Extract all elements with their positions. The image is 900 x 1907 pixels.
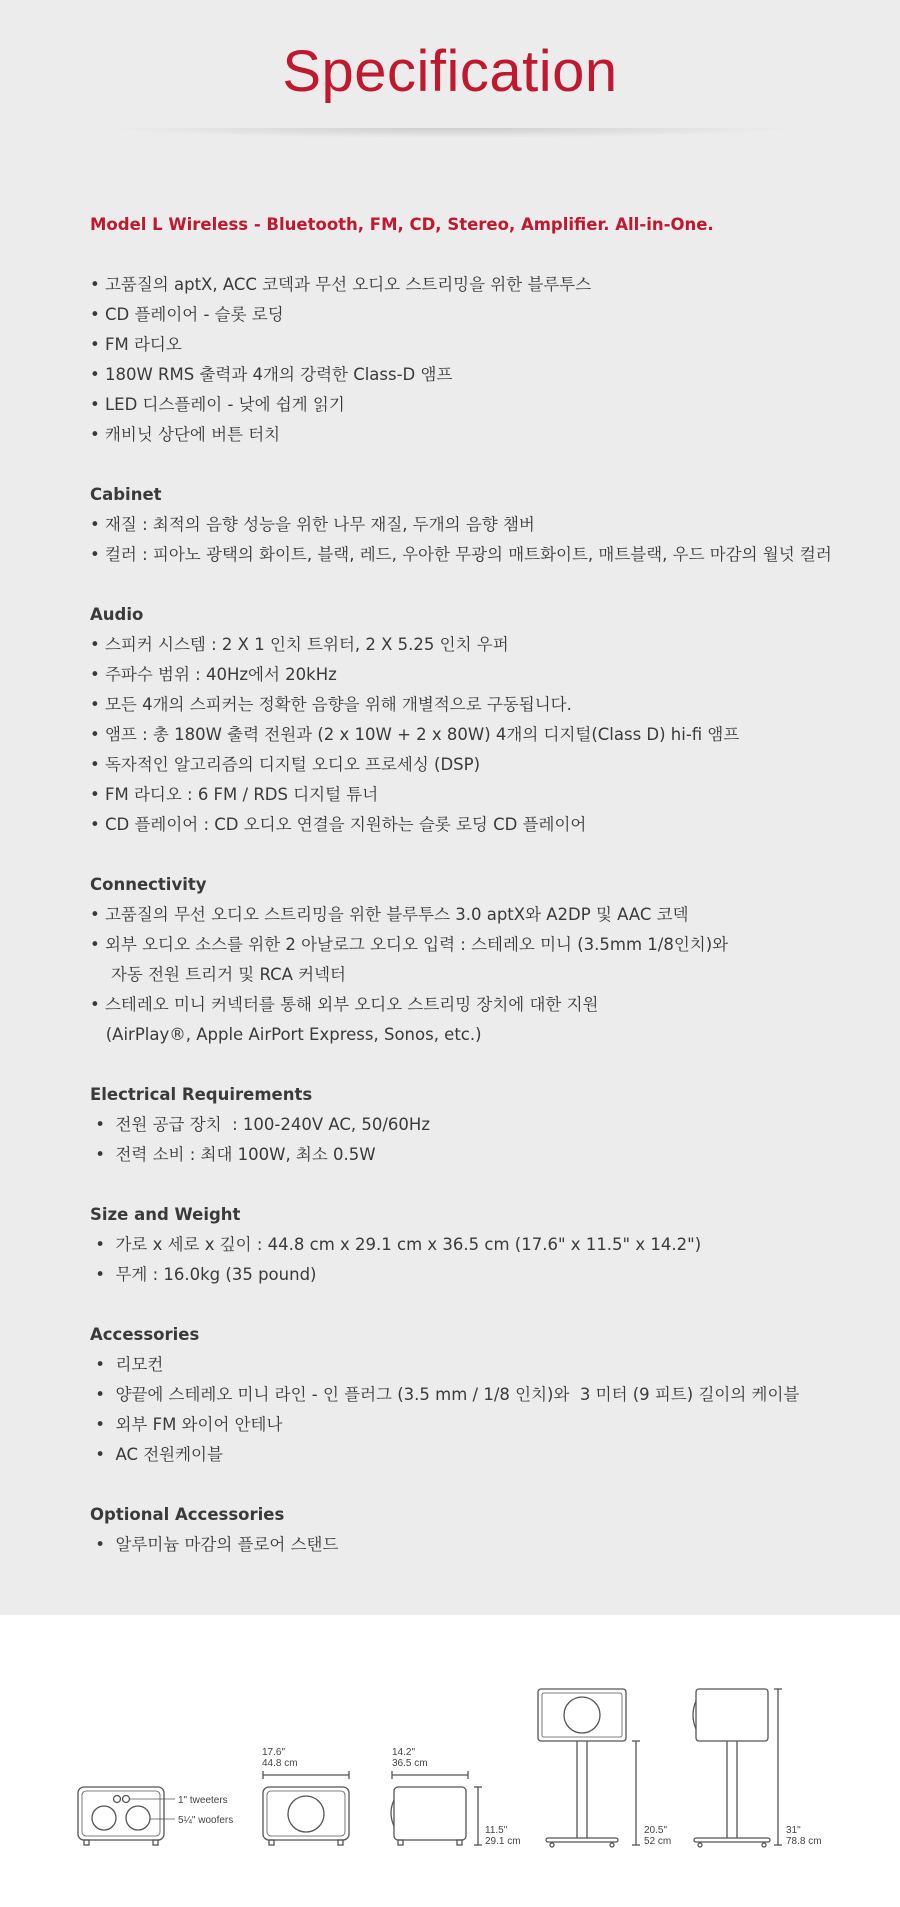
woofers-label: 5¼" woofers <box>178 1815 234 1826</box>
stand-side-drawing <box>693 1689 782 1847</box>
height-inch-label: 11.5" <box>485 1825 508 1836</box>
section-item: • 모든 4개의 스피커는 정확한 음향을 위해 개별적으로 구동됩니다. <box>90 695 572 714</box>
page-title: Specification <box>282 39 618 104</box>
feature-item: • FM 라디오 <box>90 335 182 354</box>
model-heading: Model L Wireless - Bluetooth, FM, CD, Stereo, Amplifier. All-in-One. <box>90 215 714 234</box>
section-size-weight <box>90 1200 870 1290</box>
feature-item: • 고품질의 aptX, ACC 코덱과 무선 오디오 스트리밍을 위한 블루투스 <box>90 275 592 294</box>
section-item: • AC 전원케이블 <box>90 1445 223 1464</box>
tweeters-label: 1" tweeters <box>178 1795 228 1806</box>
section-title: Cabinet <box>90 485 162 504</box>
width-cm-label: 44.8 cm <box>262 1758 298 1769</box>
depth-cm-label: 36.5 cm <box>392 1758 428 1769</box>
section-item: • 고품질의 무선 오디오 스트리밍을 위한 블루투스 3.0 aptX와 A2DP 및 AAC 코덱 <box>90 905 689 924</box>
section-item: • FM 라디오 : 6 FM / RDS 디지털 튜너 <box>90 785 379 804</box>
section-item: • 양끝에 스테레오 미니 라인 - 인 플러그 (3.5 mm / 1/8 인치)와 3 미터 (9 피트) 길이의 케이블 <box>90 1385 800 1404</box>
section-audio <box>90 600 870 840</box>
section-title: Size and Weight <box>90 1205 241 1224</box>
feature-item: • 캐비닛 상단에 버튼 터치 <box>90 425 281 444</box>
section-item: • 무게 : 16.0kg (35 pound) <box>90 1265 317 1284</box>
total-height-cm-label: 78.8 cm <box>786 1836 822 1847</box>
section-title: Connectivity <box>90 875 207 894</box>
front-view-drawing <box>78 1787 175 1845</box>
section-electrical <box>90 1080 870 1170</box>
dimension-drawing <box>0 1615 900 1907</box>
height-cm-label: 29.1 cm <box>485 1836 521 1847</box>
feature-item: • LED 디스플레이 - 낮에 쉽게 읽기 <box>90 395 345 414</box>
feature-item: • CD 플레이어 - 슬롯 로딩 <box>90 305 284 324</box>
section-item: • 재질 : 최적의 음향 성능을 위한 나무 재질, 두개의 음향 챔버 <box>90 515 535 534</box>
section-title: Optional Accessories <box>90 1505 285 1524</box>
section-item: • 전력 소비 : 최대 100W, 최소 0.5W <box>90 1145 376 1164</box>
section-item: (AirPlay®, Apple AirPort Express, Sonos, etc.) <box>90 1025 482 1044</box>
total-height-inch-label: 31" <box>786 1825 801 1836</box>
title-divider <box>100 128 800 138</box>
section-title: Audio <box>90 605 144 624</box>
section-item: • 독자적인 알고리즘의 디지털 오디오 프로세싱 (DSP) <box>90 755 481 774</box>
section-item: • 스피커 시스템 : 2 X 1 인치 트위터, 2 X 5.25 인치 우퍼 <box>90 635 509 654</box>
section-accessories <box>90 1320 870 1470</box>
section-item: • 리모컨 <box>90 1355 164 1374</box>
section-item: • 스테레오 미니 커넥터를 통해 외부 오디오 스트리밍 장치에 대한 지원 <box>90 995 599 1014</box>
section-item: • 전원 공급 장치 : 100-240V AC, 50/60Hz <box>90 1115 430 1134</box>
section-connectivity <box>90 870 870 1050</box>
depth-inch-label: 14.2" <box>392 1747 416 1758</box>
stand-height-cm-label: 52 cm <box>644 1836 672 1847</box>
stand-front-drawing <box>538 1689 640 1847</box>
section-title: Electrical Requirements <box>90 1085 313 1104</box>
section-title: Accessories <box>90 1325 200 1344</box>
section-item: • 가로 x 세로 x 깊이 : 44.8 cm x 29.1 cm x 36.5 cm (17.6" x 11.5" x 14.2") <box>90 1235 702 1254</box>
section-item: • CD 플레이어 : CD 오디오 연결을 지원하는 슬롯 로딩 CD 플레이어 <box>90 815 587 834</box>
dimension-diagram <box>0 1615 900 1907</box>
section-item: • 알루미늄 마감의 플로어 스탠드 <box>90 1535 339 1554</box>
spec-content <box>90 210 870 1590</box>
section-item: 자동 전원 트리거 및 RCA 커넥터 <box>90 965 346 984</box>
section-optional-accessories <box>90 1500 870 1560</box>
stand-height-inch-label: 20.5" <box>644 1825 668 1836</box>
section-item: • 앰프 : 총 180W 출력 전원과 (2 x 10W + 2 x 80W) 4개의 디지털(Class D) hi-fi 앰프 <box>90 725 740 744</box>
side-dimension-drawing <box>391 1771 482 1845</box>
front-dimension-drawing <box>263 1771 349 1845</box>
feature-item: • 180W RMS 출력과 4개의 강력한 Class-D 앰프 <box>90 365 453 384</box>
width-inch-label: 17.6" <box>262 1747 286 1758</box>
section-item: • 외부 FM 와이어 안테나 <box>90 1415 283 1434</box>
section-item: • 컬러 : 피아노 광택의 화이트, 블랙, 레드, 우아한 무광의 매트화이트, 매트블랙, 우드 마감의 월넛 컬러 <box>90 545 832 564</box>
section-item: • 외부 오디오 소스를 위한 2 아날로그 오디오 입력 : 스테레오 미니 (3.5mm 1/8인치)와 <box>90 935 729 954</box>
section-cabinet <box>90 480 870 570</box>
feature-list <box>90 270 870 450</box>
section-item: • 주파수 범위 : 40Hz에서 20kHz <box>90 665 337 684</box>
